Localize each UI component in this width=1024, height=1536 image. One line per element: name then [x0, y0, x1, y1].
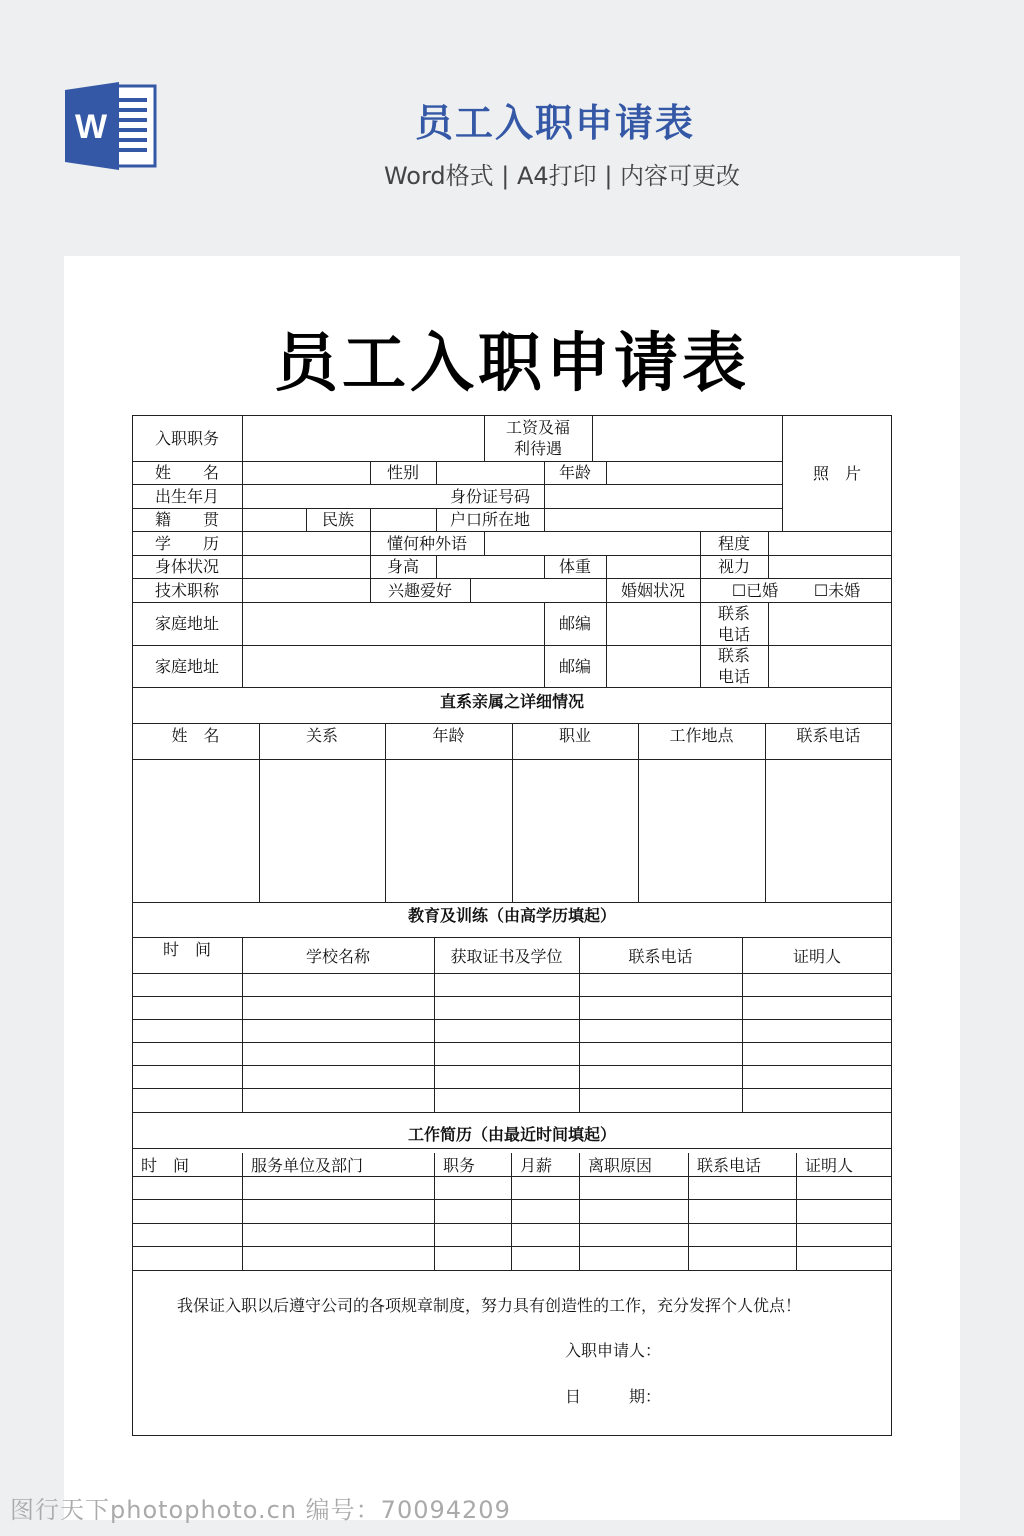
family-col-age: 年龄: [432, 725, 465, 745]
edu-col-school: 学校名称: [305, 946, 370, 966]
svg-text:W: W: [74, 108, 108, 146]
grid-line: [434, 937, 435, 1112]
grid-line: [132, 902, 892, 903]
grid-line: [132, 1019, 892, 1020]
grid-line: [700, 531, 701, 555]
grid-line: [242, 415, 243, 687]
grid-line: [242, 1153, 243, 1270]
grid-line: [132, 531, 892, 532]
grid-line: [132, 508, 783, 509]
header-title: 员工入职申请表: [414, 101, 695, 145]
family-col-name: 姓 名: [171, 725, 220, 745]
label-title: 技术职称: [154, 580, 219, 600]
header-subtitle: Word格式 | A4打印 | 内容可更改: [383, 162, 741, 190]
grid-line: [132, 602, 892, 603]
grid-line: [592, 415, 593, 461]
grid-line: [385, 723, 386, 902]
label-photo: 照 片: [812, 463, 861, 483]
label-ethnicity: 民族: [321, 510, 354, 529]
grid-line: [370, 578, 371, 602]
declaration-statement: 我保证入职以后遵守公司的各项规章制度，努力具有创造性的工作，充分发挥个人优点！: [177, 1295, 802, 1315]
grid-line: [768, 602, 769, 687]
grid-line: [544, 602, 545, 687]
grid-line: [370, 555, 371, 578]
grid-line: [370, 531, 371, 555]
grid-line: [544, 484, 545, 508]
family-col-occupation: 职业: [558, 725, 591, 745]
grid-line: [511, 1153, 512, 1270]
work-heading: 工作简历（由最近时间填起）: [407, 1125, 616, 1144]
watermark: 图行天下photophoto.cn 编号：70094209: [10, 1496, 511, 1524]
family-col-workplace: 工作地点: [669, 725, 734, 745]
label-salary-benefits: 工资及福 利待遇: [505, 418, 570, 458]
label-address-1: 家庭地址: [154, 614, 219, 633]
work-col-role: 职务: [443, 1155, 476, 1175]
label-phone-1: 联系 电话: [717, 603, 750, 644]
document-title: 员工入职申请表: [274, 326, 750, 401]
label-gender: 性别: [386, 463, 419, 482]
grid-line: [132, 1065, 892, 1066]
grid-line: [606, 602, 607, 687]
work-col-employer: 服务单位及部门: [251, 1155, 364, 1175]
grid-line: [436, 508, 437, 531]
work-col-witness: 证明人: [805, 1155, 854, 1175]
application-form: [132, 415, 892, 1436]
grid-line: [470, 578, 471, 602]
grid-line: [132, 1435, 892, 1436]
grid-line: [796, 1153, 797, 1270]
grid-line: [132, 461, 783, 462]
grid-line: [132, 1088, 892, 1089]
grid-line: [742, 937, 743, 1112]
education-heading: 教育及训练（由高学历填起）: [407, 905, 616, 925]
grid-line: [579, 1153, 580, 1270]
work-col-time: 时 间: [141, 1155, 190, 1175]
grid-line: [579, 937, 580, 1112]
grid-line: [700, 602, 701, 687]
grid-line: [700, 555, 701, 578]
grid-line: [259, 723, 260, 902]
grid-line: [891, 415, 892, 1435]
edu-col-phone: 联系电话: [628, 946, 693, 966]
grid-line: [132, 415, 892, 416]
label-hobbies: 兴趣爱好: [387, 580, 452, 600]
grid-line: [638, 723, 639, 902]
label-name: 姓 名: [154, 463, 219, 482]
grid-line: [765, 723, 766, 902]
label-age: 年龄: [558, 463, 591, 482]
grid-line: [132, 1148, 892, 1149]
grid-line: [132, 1199, 892, 1200]
label-weight: 体重: [558, 557, 591, 576]
work-col-phone: 联系电话: [697, 1155, 762, 1175]
grid-line: [768, 555, 769, 578]
grid-line: [782, 415, 783, 531]
grid-line: [544, 555, 545, 578]
grid-line: [484, 415, 485, 461]
grid-line: [688, 1153, 689, 1270]
family-col-relation: 关系: [305, 725, 338, 745]
grid-line: [436, 461, 437, 484]
grid-line: [700, 578, 701, 602]
grid-line: [132, 1270, 892, 1271]
edu-col-certificate: 获取证书及学位: [450, 946, 563, 966]
label-health: 身体状况: [154, 557, 219, 576]
grid-line: [132, 973, 892, 974]
grid-line: [306, 508, 307, 531]
grid-line: [132, 555, 892, 556]
edu-col-time: 时 间: [162, 939, 211, 959]
grid-line: [132, 645, 892, 646]
grid-line: [484, 531, 485, 555]
declaration-applicant: 入职申请人：: [565, 1340, 662, 1360]
grid-line: [132, 1223, 892, 1224]
label-phone-2: 联系 电话: [717, 646, 750, 686]
grid-line: [544, 508, 545, 531]
grid-line: [606, 461, 607, 484]
grid-line: [132, 687, 892, 688]
label-height: 身高: [386, 557, 419, 576]
label-position: 入职职务: [154, 428, 219, 448]
label-zip-2: 邮编: [558, 656, 591, 676]
grid-line: [606, 555, 607, 578]
grid-line: [434, 1153, 435, 1270]
checkbox-married[interactable]: ☐已婚: [731, 580, 779, 600]
grid-line: [370, 461, 371, 484]
family-col-phone: 联系电话: [796, 725, 861, 745]
edu-col-witness: 证明人: [792, 946, 841, 966]
label-zip-1: 邮编: [558, 614, 591, 633]
grid-line: [132, 1246, 892, 1247]
label-vision: 视力: [717, 557, 750, 576]
label-level: 程度: [717, 533, 750, 553]
grid-line: [132, 415, 133, 1435]
label-education: 学 历: [154, 533, 219, 553]
grid-line: [544, 461, 545, 484]
grid-line: [606, 578, 607, 602]
label-household: 户口所在地: [449, 510, 530, 529]
label-id-number: 身份证号码: [449, 486, 530, 506]
label-birth: 出生年月: [154, 486, 219, 506]
grid-line: [132, 1176, 892, 1177]
grid-line: [436, 555, 437, 578]
grid-line: [512, 723, 513, 902]
label-address-2: 家庭地址: [154, 656, 219, 676]
label-languages: 懂何种外语: [386, 533, 467, 553]
checkbox-unmarried[interactable]: ☐未婚: [813, 580, 861, 600]
grid-line: [370, 508, 371, 531]
family-heading: 直系亲属之详细情况: [439, 691, 584, 711]
grid-line: [768, 531, 769, 555]
declaration-date: 日 期：: [565, 1386, 662, 1406]
grid-line: [132, 578, 892, 579]
label-native-place: 籍 贯: [154, 510, 219, 529]
grid-line: [132, 1042, 892, 1043]
grid-line: [132, 996, 892, 997]
grid-line: [132, 1112, 892, 1113]
grid-line: [242, 937, 243, 1112]
label-marital: 婚姻状况: [620, 580, 685, 600]
work-col-salary: 月薪: [520, 1155, 553, 1175]
grid-line: [132, 937, 892, 938]
work-col-reason: 离职原因: [588, 1155, 653, 1175]
grid-line: [132, 484, 783, 485]
